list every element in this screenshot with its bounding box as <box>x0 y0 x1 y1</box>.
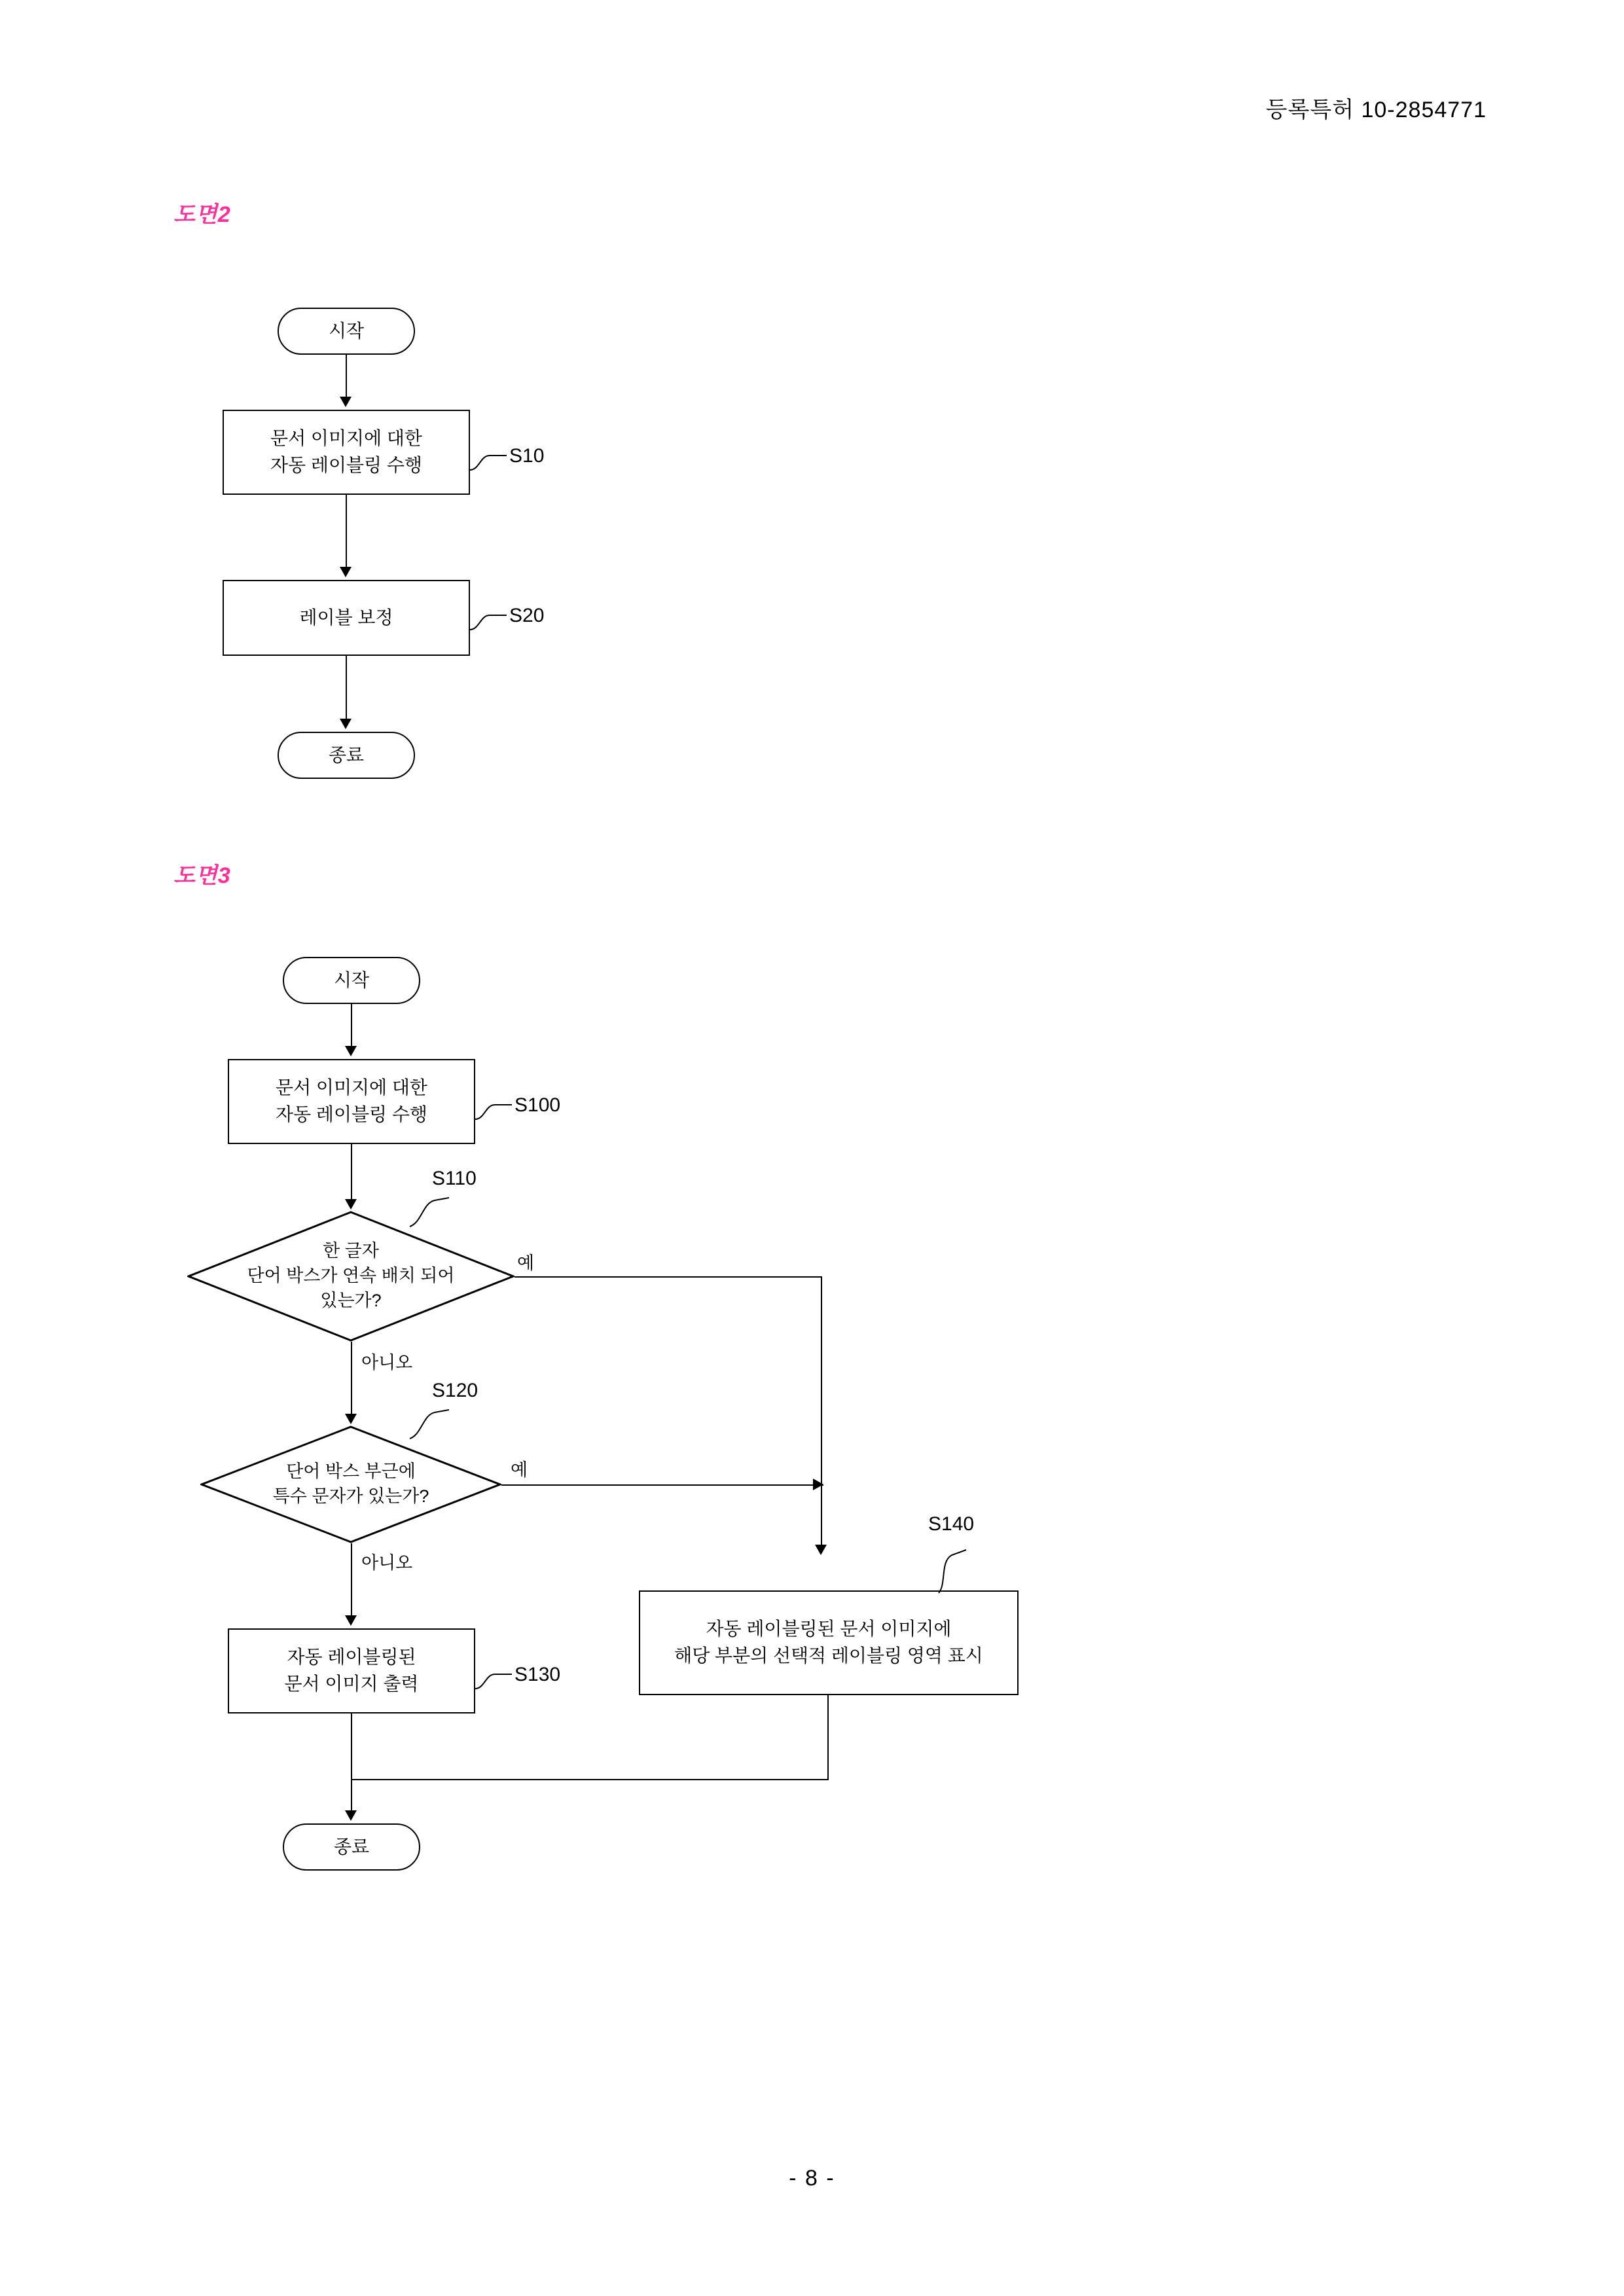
fig2-arrowhead-1 <box>340 397 352 407</box>
fig3-leader-s100 <box>475 1092 514 1124</box>
fig3-edge-label-yes-1: 예 <box>517 1253 535 1273</box>
fig3-edge-s140-to-end <box>351 1779 829 1780</box>
fig2-process-s20: 레이블 보정 <box>223 580 470 656</box>
fig2-step-tag-s10: S10 <box>509 445 545 467</box>
fig3-process-s140: 자동 레이블링된 문서 이미지에 해당 부분의 선택적 레이블링 영역 표시 <box>639 1590 1019 1695</box>
fig3-decision-s120-label: 단어 박스 부근에 특수 문자가 있는가? <box>272 1462 429 1506</box>
fig3-edge-s120-yes <box>501 1484 823 1486</box>
fig3-step-tag-s140: S140 <box>928 1513 975 1535</box>
fig2-arrowhead-3 <box>340 719 352 729</box>
fig3-decision-s120 <box>200 1426 501 1543</box>
fig2-start-terminator: 시작 <box>278 308 415 355</box>
patent-number-header: 등록특허 10-2854771 <box>1265 98 1487 122</box>
fig3-arrowhead-4 <box>345 1615 357 1626</box>
fig3-edge-label-no-1: 아니오 <box>361 1353 413 1372</box>
fig3-edge-s140-down <box>827 1695 829 1780</box>
fig2-end-terminator: 종료 <box>278 732 415 779</box>
fig3-connector-start-to-s100 <box>351 1004 352 1049</box>
fig3-process-s130: 자동 레이블링된 문서 이미지 출력 <box>228 1628 475 1713</box>
fig3-decision-s110 <box>187 1211 514 1342</box>
fig3-step-tag-s130: S130 <box>514 1664 561 1685</box>
fig3-connector-s100-to-s110 <box>351 1144 352 1207</box>
fig2-arrowhead-2 <box>340 567 352 577</box>
fig2-connector-s10-to-s20 <box>346 495 347 573</box>
fig2-leader-s10 <box>470 442 509 475</box>
fig3-edge-s130-to-end <box>351 1713 352 1818</box>
figure-2-label: 도면2 <box>173 202 231 227</box>
fig3-arrowhead-3 <box>345 1414 357 1424</box>
fig2-process-s10: 문서 이미지에 대한 자동 레이블링 수행 <box>223 410 470 495</box>
fig3-step-tag-s120: S120 <box>432 1380 478 1401</box>
fig3-edge-label-no-2: 아니오 <box>361 1553 413 1573</box>
fig3-arrowhead-1 <box>345 1046 357 1056</box>
fig2-leader-s20 <box>470 602 509 635</box>
fig2-step-tag-s20: S20 <box>509 605 545 626</box>
fig3-edge-s120-no <box>351 1543 352 1622</box>
fig3-step-tag-s110: S110 <box>432 1168 477 1189</box>
fig3-step-tag-s100: S100 <box>514 1094 561 1116</box>
figure-3-label: 도면3 <box>173 863 231 888</box>
fig3-edge-s110-yes-down <box>821 1276 822 1551</box>
fig3-arrowhead-5 <box>345 1810 357 1821</box>
fig3-leader-s140 <box>916 1545 969 1594</box>
fig3-leader-s130 <box>475 1661 514 1694</box>
fig3-start-terminator: 시작 <box>283 957 420 1004</box>
fig3-arrowhead-yes2 <box>813 1479 823 1490</box>
fig3-leader-s110 <box>406 1190 452 1229</box>
fig3-decision-s110-label: 한 글자 단어 박스가 연속 배치 되어 있는가? <box>247 1241 455 1310</box>
fig3-leader-s120 <box>406 1402 452 1441</box>
fig3-edge-s110-yes <box>514 1276 822 1278</box>
fig2-connector-start-to-s10 <box>346 355 347 399</box>
fig2-connector-s20-to-end <box>346 656 347 725</box>
fig3-process-s100: 문서 이미지에 대한 자동 레이블링 수행 <box>228 1059 475 1144</box>
fig3-edge-label-yes-2: 예 <box>511 1460 528 1480</box>
fig3-end-terminator: 종료 <box>283 1823 420 1871</box>
fig3-arrowhead-yes1 <box>815 1545 827 1555</box>
fig3-edge-s110-no <box>351 1342 352 1420</box>
fig3-arrowhead-2 <box>345 1199 357 1210</box>
page-number-footer: - 8 - <box>789 2166 835 2191</box>
